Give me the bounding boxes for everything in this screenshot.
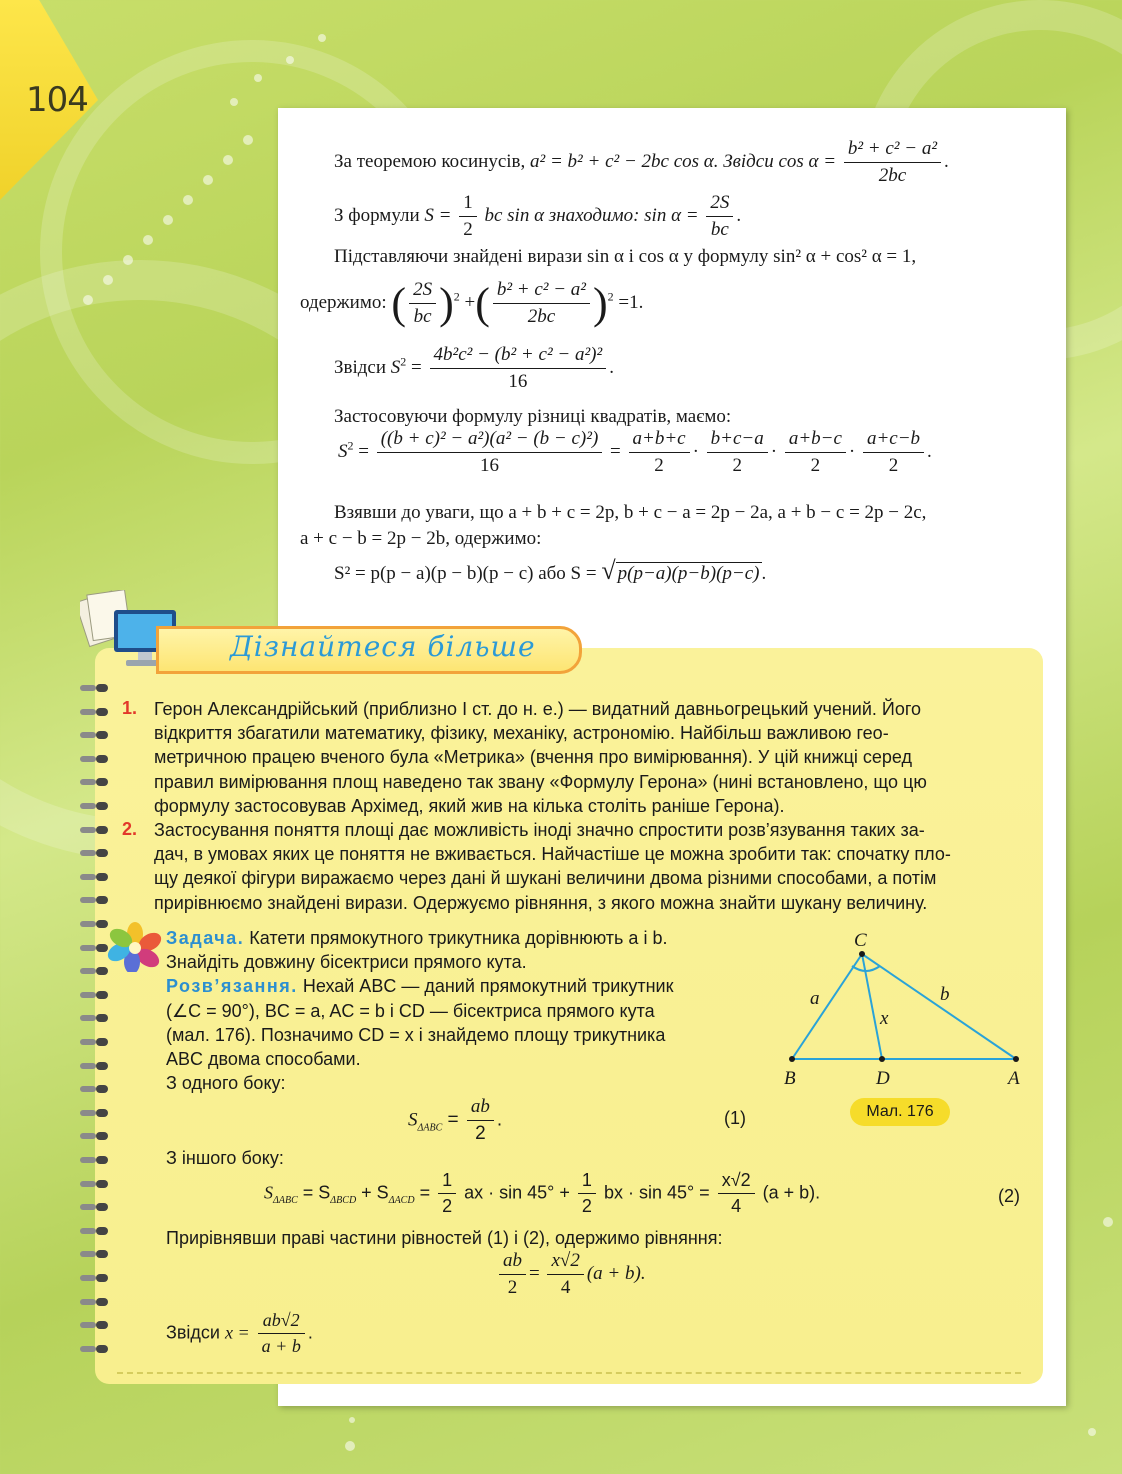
paren: ) bbox=[593, 279, 608, 328]
fraction-numerator: x√2 bbox=[547, 1250, 583, 1275]
text-line: Герон Александрійський (приблизно I ст. до н. е.) — видатний давньогрецький учений. Його bbox=[154, 699, 922, 719]
paren: ( bbox=[475, 279, 490, 328]
text-line: Знайдіть довжину бісектриси прямого кута. bbox=[166, 952, 527, 973]
solution-line: Нехай ABC — даний прямокутний трикутник bbox=[302, 976, 674, 997]
fraction-denominator: 2 bbox=[810, 455, 821, 476]
fraction-numerator: ab√2 bbox=[258, 1310, 305, 1334]
derivation-text: З формули bbox=[334, 204, 425, 226]
notebook-ring bbox=[80, 1038, 110, 1046]
text-line: (∠C = 90°), BC = a, AC = b і CD — бісектриса прямого кута bbox=[166, 1000, 655, 1021]
equation-3: $\frac{ab}{2}$ = $\frac{x√2}{4}$ (a + b). bbox=[496, 1250, 646, 1299]
fraction-denominator: 2bc bbox=[878, 165, 907, 186]
notebook-ring bbox=[80, 1109, 110, 1117]
fraction bbox=[863, 428, 924, 477]
notebook-ring bbox=[80, 991, 110, 999]
notebook-ring bbox=[80, 826, 110, 834]
fraction bbox=[547, 1250, 583, 1299]
fraction-numerator: ab bbox=[467, 1096, 494, 1121]
derivation-formula: S = bbox=[424, 204, 452, 226]
notebook-ring bbox=[80, 755, 110, 763]
eq-text: = bbox=[414, 1182, 431, 1203]
item-number: 2. bbox=[122, 819, 138, 839]
notebook-ring bbox=[80, 1014, 110, 1022]
eq-subscript: ΔBCD bbox=[330, 1194, 357, 1206]
vertex-label-d: D bbox=[876, 1068, 890, 1089]
fraction bbox=[578, 1170, 596, 1217]
derivation-line-10: S² = p(p − a)(p − b)(p − c) або S = √ p(p−a)(p−b)(p−c) . bbox=[334, 556, 767, 585]
fraction-denominator: 16 bbox=[508, 371, 528, 392]
fraction bbox=[493, 279, 590, 328]
fraction-denominator: 16 bbox=[480, 455, 499, 476]
text-line: (мал. 176). Позначимо CD = x і знайдемо площу трикутника bbox=[166, 1024, 666, 1045]
fraction-numerator: a+c−b bbox=[863, 428, 924, 453]
side-label-b: b bbox=[940, 984, 950, 1005]
fraction-denominator: 2 bbox=[581, 1196, 592, 1216]
notebook-ring bbox=[80, 1227, 110, 1235]
notebook-ring bbox=[80, 708, 110, 716]
result-variable: x = bbox=[225, 1322, 250, 1343]
text-line: прирівнюємо знайдені вирази. Одержуємо рівняння, з якого можна знайти шукану величину. bbox=[154, 892, 928, 913]
solution-keyword: Розв’язання. bbox=[166, 976, 298, 997]
fraction bbox=[438, 1170, 456, 1217]
sqrt-radicand: p(p−a)(p−b)(p−c) bbox=[617, 563, 760, 584]
notebook-ring bbox=[80, 1345, 110, 1353]
fraction-denominator: 2 bbox=[463, 219, 473, 240]
notebook-ring bbox=[80, 896, 110, 904]
fraction-denominator: 4 bbox=[731, 1196, 742, 1216]
eq-text: (a + b). bbox=[762, 1182, 821, 1203]
sqrt-sign: √ bbox=[601, 556, 616, 585]
item-2-text bbox=[154, 818, 1026, 915]
fraction bbox=[499, 1250, 526, 1299]
figure-label: Мал. 176 bbox=[850, 1098, 950, 1126]
notebook-ring bbox=[80, 1062, 110, 1070]
eq-text: = S bbox=[297, 1182, 331, 1203]
notebook-ring bbox=[80, 731, 110, 739]
task-keyword: Задача. bbox=[166, 928, 245, 948]
fraction-numerator: b+c−a bbox=[707, 428, 768, 453]
fraction-denominator: 2 bbox=[442, 1196, 453, 1216]
fraction-numerator: x√2 bbox=[718, 1170, 755, 1194]
figure-176 bbox=[780, 926, 1030, 1096]
triangle-points bbox=[789, 951, 1019, 1062]
fraction bbox=[629, 428, 690, 477]
vertex-label-c: C bbox=[854, 930, 867, 951]
notebook-ring bbox=[80, 873, 110, 881]
fraction-numerator: 4b²c² − (b² + c² − a²)² bbox=[430, 344, 607, 369]
fraction-numerator: 2S bbox=[706, 192, 733, 217]
fraction bbox=[467, 1096, 494, 1145]
derivation-text: За теоремою косинусів, bbox=[334, 150, 531, 172]
fraction-denominator: 2 bbox=[507, 1277, 518, 1298]
task-line: Катети прямокутного трикутника дорівнюють a і b. bbox=[249, 928, 668, 948]
fraction-numerator: a+b−c bbox=[785, 428, 846, 453]
fraction-denominator: 2 bbox=[732, 455, 742, 476]
eq-symbol: S bbox=[408, 1109, 418, 1131]
derivation-line-7: $S^2$ = $\frac{\text{((b + c)² − a²)(a² − (b − c)²)}}{16}$ = $\frac{a+b+c}{2}$ · $\frac{b+c-a}{2}$ · $\frac{a+b-c}{2}$ · $\frac{a+c-b}{2}$ . bbox=[338, 428, 932, 476]
fraction-denominator: 2bc bbox=[527, 306, 556, 327]
eq-text: bx · sin 45° = bbox=[603, 1182, 710, 1203]
fraction-numerator: 1 bbox=[459, 192, 477, 217]
text-line: відкриття збагатили математику, фізику, механіку, астрономію. Найбільш важливою гео- bbox=[154, 723, 889, 744]
result-label: Звідси bbox=[166, 1322, 220, 1343]
equation-2-tag: (2) bbox=[998, 1186, 1020, 1206]
text-line: ABC двома способами. bbox=[166, 1049, 361, 1070]
fraction bbox=[785, 428, 846, 477]
fraction bbox=[409, 279, 436, 328]
derivation-text: одержимо: bbox=[300, 291, 387, 313]
fraction-denominator: 4 bbox=[560, 1277, 571, 1298]
notebook-ring bbox=[80, 849, 110, 857]
fraction bbox=[430, 344, 607, 393]
derivation-line-1: За теоремою косинусів, a² = b² + c² − 2bc cos α. Звідси cos α = $\frac{\text{b² + c² − a²}}{2bc}$ . bbox=[334, 138, 949, 186]
fraction-denominator: 2 bbox=[888, 455, 899, 476]
fraction-numerator: a+b+c bbox=[629, 428, 690, 453]
vertex-label-b: B bbox=[784, 1068, 796, 1089]
other-side-label: З іншого боку: bbox=[166, 1148, 284, 1168]
equation-1: $S_{\Delta ABC}$ = $\frac{ab}{2}$ . bbox=[408, 1096, 503, 1144]
notebook-ring bbox=[80, 778, 110, 786]
fraction bbox=[707, 428, 768, 477]
notebook-ring bbox=[80, 1156, 110, 1164]
fraction-denominator: a + b bbox=[261, 1336, 301, 1356]
side-label-a: a bbox=[810, 988, 820, 1009]
eq-subscript: ΔACD bbox=[388, 1194, 415, 1206]
fraction-numerator: 2S bbox=[409, 279, 436, 304]
fraction-numerator: 1 bbox=[438, 1170, 456, 1194]
text-line: формулу застосовував Архімед, який жив на кілька століть раніше Герона). bbox=[154, 795, 785, 816]
fraction bbox=[377, 428, 603, 477]
result-equation bbox=[166, 1310, 313, 1357]
side-label-x: x bbox=[880, 1008, 889, 1029]
notebook-ring bbox=[80, 1274, 110, 1282]
text-line: метричною працею вченого була «Метрика» (вчення про вимірювання). У цій книжці серед bbox=[154, 747, 913, 768]
derivation-formula: bc sin α знаходимо: sin α = bbox=[484, 204, 699, 226]
derivation-line-9: a + c − b = 2p − 2b, одержимо: bbox=[300, 528, 542, 549]
derivation-line-5: Звідси $S^2$ = $\frac{\text{4b²c² − (b² + c² − a²)²}}{16}$ . bbox=[334, 344, 614, 392]
learn-more-title: Дізнайтеся більше bbox=[230, 630, 536, 663]
result-end: . bbox=[307, 1322, 313, 1343]
derivation-line-2: З формули S = $\frac{1}{2}$ bc sin α знаходимо: sin α = $\frac{2S}{bc}$ . bbox=[334, 192, 742, 240]
paren: ( bbox=[391, 279, 407, 328]
derivation-text: =1. bbox=[618, 291, 644, 313]
equation-2 bbox=[264, 1170, 820, 1217]
fraction-numerator: ((b + c)² − a²)(a² − (b − c)²) bbox=[377, 428, 603, 453]
paren: ) bbox=[439, 279, 454, 328]
derivation-text: Звідси bbox=[334, 356, 387, 378]
page-number: 104 bbox=[26, 80, 88, 120]
eq-subscript: ΔABC bbox=[273, 1194, 298, 1206]
eq-symbol: S bbox=[264, 1182, 273, 1203]
fraction bbox=[706, 192, 733, 241]
fraction bbox=[718, 1170, 755, 1217]
vertex-label-a: A bbox=[1008, 1068, 1020, 1089]
notebook-ring bbox=[80, 1298, 110, 1306]
triangle-lines bbox=[792, 954, 1016, 1059]
eq-text: ax · sin 45° + bbox=[464, 1182, 570, 1203]
item-1-text bbox=[154, 697, 1026, 818]
derivation-text: S² = p(p − a)(p − b)(p − c) або S = bbox=[334, 563, 597, 584]
task-text bbox=[166, 926, 766, 1095]
eq-subscript: ΔABC bbox=[417, 1122, 443, 1134]
fraction-denominator: 2 bbox=[654, 455, 664, 476]
notebook-ring bbox=[80, 1180, 110, 1188]
equate-text: Прирівнявши праві частини рівностей (1) і (2), одержимо рівняння: bbox=[166, 1228, 723, 1248]
fraction bbox=[258, 1310, 305, 1357]
notebook-ring bbox=[80, 1321, 110, 1329]
notebook-ring bbox=[80, 802, 110, 810]
text-line: З одного боку: bbox=[166, 1073, 286, 1094]
text-line bbox=[166, 974, 766, 998]
notebook-ring bbox=[80, 1132, 110, 1140]
fraction-numerator: ab bbox=[499, 1250, 526, 1275]
equation-1-tag: (1) bbox=[724, 1108, 746, 1128]
notebook-ring bbox=[80, 1250, 110, 1258]
fraction bbox=[844, 138, 941, 187]
fraction bbox=[459, 192, 477, 241]
derivation-line-6: Застосовуючи формулу різниці квадратів, маємо: bbox=[334, 406, 732, 427]
notebook-ring bbox=[80, 1085, 110, 1093]
notebook-ring bbox=[80, 684, 110, 692]
derivation-formula: a² = b² + c² − 2bc cos α. Звідси cos α = bbox=[530, 150, 837, 172]
text-line: Застосування поняття площі дає можливість іноді значно спростити розв’язування таких за- bbox=[154, 820, 925, 840]
notebook-ring bbox=[80, 1203, 110, 1211]
derivation-line-8: Взявши до уваги, що a + b + c = 2p, b + c − a = 2p − 2a, a + b − c = 2p − 2c, bbox=[334, 502, 927, 523]
fraction-denominator: bc bbox=[413, 306, 432, 327]
task-flower-icon bbox=[106, 922, 164, 972]
fraction-numerator: b² + c² − a² bbox=[493, 279, 590, 304]
item-number: 1. bbox=[122, 698, 138, 718]
text-line bbox=[166, 926, 766, 950]
fraction-denominator: bc bbox=[710, 219, 729, 240]
fraction-numerator: b² + c² − a² bbox=[844, 138, 941, 163]
eq-text: + S bbox=[356, 1182, 389, 1203]
derivation-line-4: одержимо: ( $\frac{2S}{bc}$ )$^2$ +( $\frac{\text{b² + c² − a²}}{2bc}$ )$^2$ =1. bbox=[300, 279, 644, 328]
text-line: щу деякої фігури виражаємо через дані й шукані величини двома різними способами, а потім bbox=[154, 868, 937, 889]
text-line: правил вимірювання площ наведено так звану «Формулу Герона» (нині встановлено, що цю bbox=[154, 771, 927, 792]
eq-text: (a + b). bbox=[586, 1262, 646, 1284]
fraction-numerator: 1 bbox=[578, 1170, 596, 1194]
text-line: дач, в умовах яких це поняття не вживається. Найчастіше це можна зробити так: спочатку пло- bbox=[154, 844, 951, 865]
fraction-denominator: 2 bbox=[475, 1123, 486, 1144]
derivation-line-3: Підставляючи знайдені вирази sin α і cos α у формулу sin² α + cos² α = 1, bbox=[334, 246, 917, 267]
